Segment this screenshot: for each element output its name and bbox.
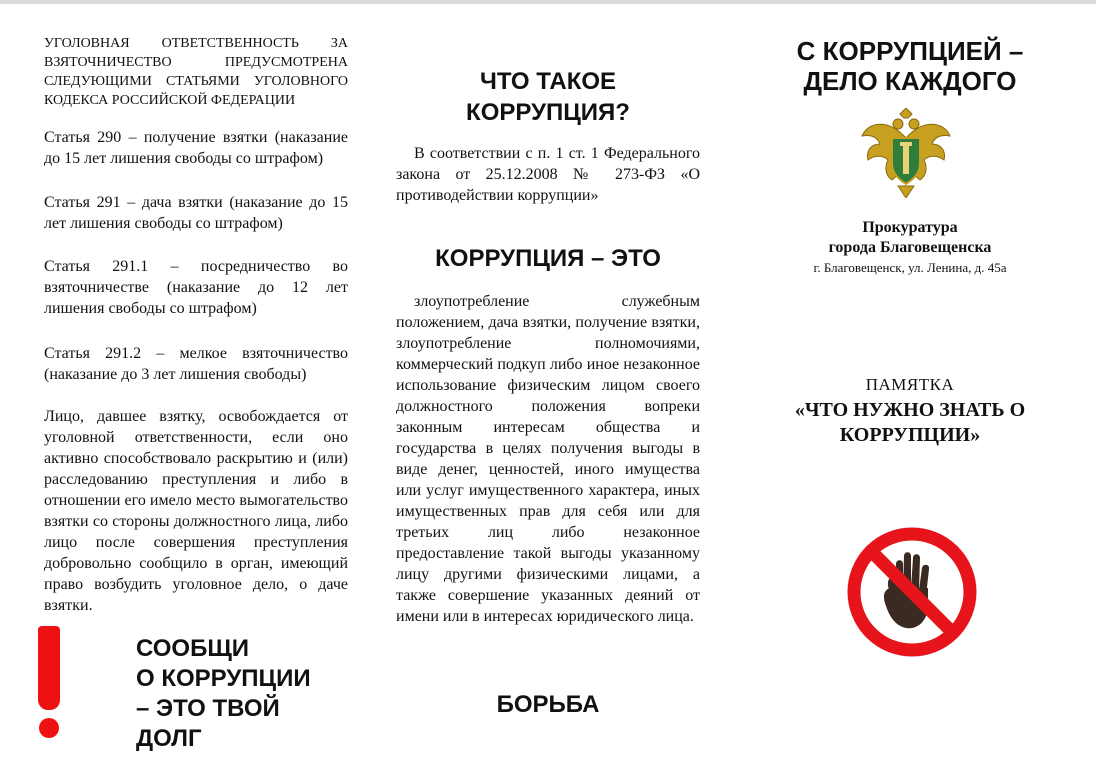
what-is-heading-line-2: КОРРУПЦИЯ? <box>466 99 630 126</box>
memo-label: ПАМЯТКА <box>865 375 955 394</box>
title-line-2: ДЕЛО КАЖДОГО <box>803 66 1017 96</box>
article-290: Статья 290 – получение взятки (наказание до 15 лет лишения свободы со штрафом) <box>44 129 348 167</box>
corruption-definition: злоупотребление служебным положением, дача взятки, получение взятки, злоупотребление полномочиями, коммерческий подкуп либо иное незаконное использование физическим лицом своего должностного положения вопреки законным интересам общества и государства в целях получения выгоды в виде денег, ценностей, иного имущества или услуг имущественного характера, иных имущественных прав для себя или для третьих лиц либо незаконное предоставление такой выгоды указанному лицу другими физическими лицами, а также совершение указанных деяний от имени или в интересах юридического лица. <box>396 293 700 625</box>
stop-hand-icon <box>846 526 978 658</box>
prosecutor-office-name <box>760 218 1060 258</box>
criminal-liability-intro: УГОЛОВНАЯ ОТВЕТСТВЕННОСТЬ ЗА ВЗЯТОЧНИЧЕСТВО ПРЕДУСМОТРЕНА СЛЕДУЮЩИМИ СТАТЬЯМИ УГОЛОВНОГО КОДЕКСА РОССИЙСКОЙ ФЕДЕРАЦИИ <box>44 36 348 108</box>
article-291-2: Статья 291.2 – мелкое взяточничество (наказание до 3 лет лишения свободы) <box>44 345 348 383</box>
top-border <box>0 0 1096 4</box>
exclamation-icon <box>30 626 70 738</box>
prosecutor-emblem-icon <box>858 108 954 198</box>
memo-title-line-1: «ЧТО НУЖНО ЗНАТЬ О <box>794 399 1026 421</box>
article-291-1: Статья 291.1 – посредничество во взяточничестве (наказание до 12 лет лишения свободы со штрафом) <box>44 258 348 317</box>
article-291: Статья 291 – дача взятки (наказание до 15 лет лишения свободы со штрафом) <box>44 194 348 232</box>
struggle-heading: БОРЬБА <box>496 691 600 718</box>
office-address: г. Благовещенск, ул. Ленина, д. 45а <box>813 260 1007 275</box>
corruption-is-heading: КОРРУПЦИЯ – ЭТО <box>435 245 661 272</box>
report-callout <box>10 622 350 762</box>
leaflet-title <box>760 36 1060 96</box>
report-line-4: ДОЛГ <box>136 725 202 752</box>
title-line-1: С КОРРУПЦИЕЙ – <box>796 36 1024 66</box>
report-line-2: О КОРРУПЦИИ <box>136 665 311 692</box>
memo-title-line-2: КОРРУПЦИИ» <box>839 424 981 446</box>
exemption-paragraph: Лицо, давшее взятку, освобождается от уголовной ответственности, если оно активно способствовало раскрытию и (или) расследованию преступления и либо в отношении его имело место вымогательство взятки со стороны должностного лица, либо лицо после совершения преступления добровольно сообщило в орган, имеющий право возбудить уголовное дело, о даче взятки. <box>44 408 348 614</box>
what-is-corruption-heading <box>396 66 700 128</box>
report-corruption-text <box>136 634 346 754</box>
office-line-1: Прокуратура <box>862 219 958 236</box>
memo-title <box>760 398 1060 448</box>
what-is-heading-line-1: ЧТО ТАКОЕ <box>479 68 617 95</box>
office-line-2: города Благовещенска <box>828 239 992 256</box>
law-reference: В соответствии с п. 1 ст. 1 Федерального закона от 25.12.2008 № 273-ФЗ «О противодействии коррупции» <box>396 145 700 204</box>
report-line-1: СООБЩИ <box>136 635 250 662</box>
report-line-3: – ЭТО ТВОЙ <box>136 695 280 722</box>
